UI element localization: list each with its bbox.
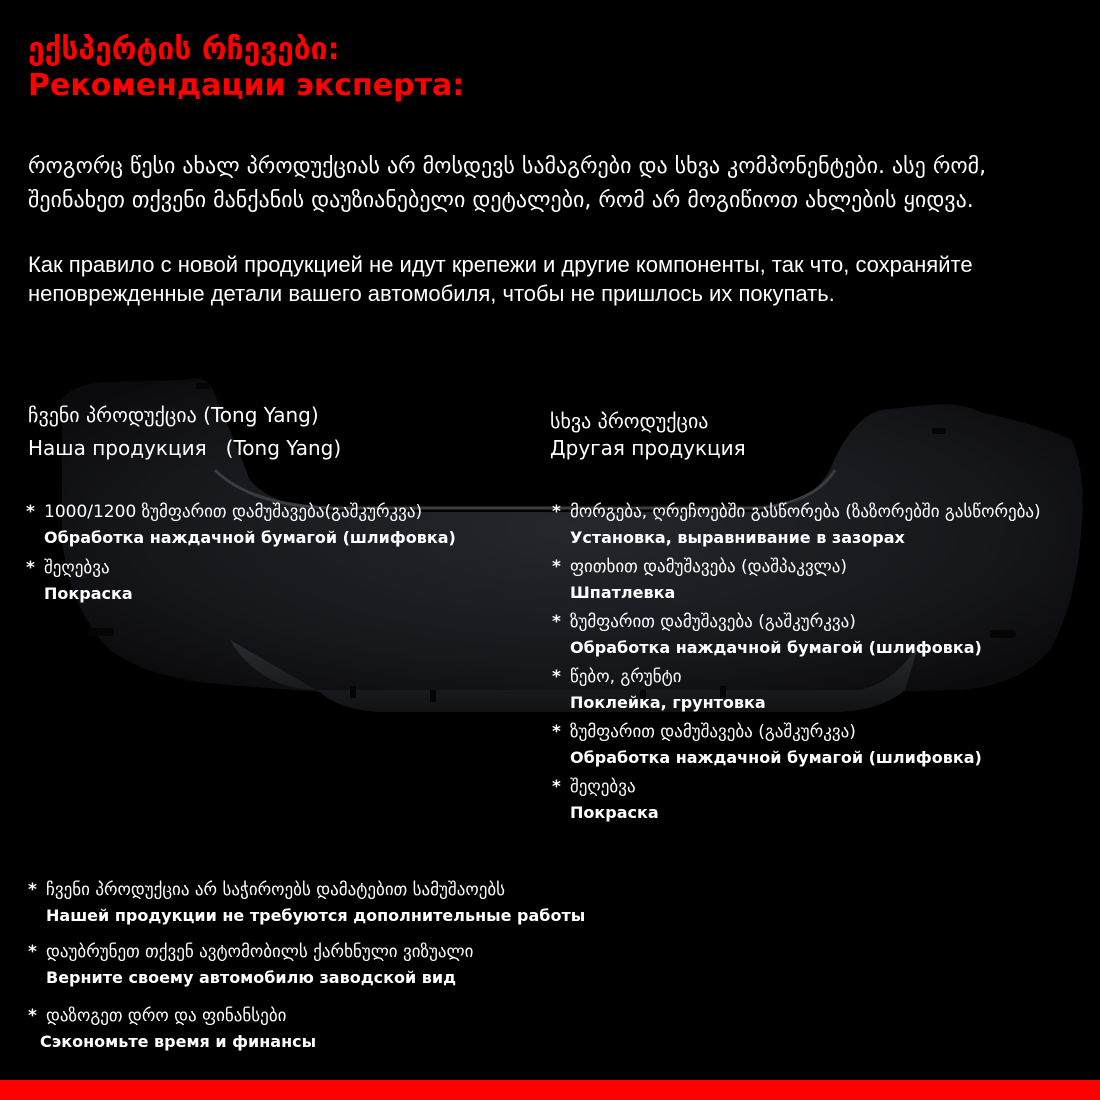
bullet-star: * [28, 1006, 37, 1026]
benefit-text-russian: Сэкономьте время и финансы [40, 1032, 317, 1051]
bullet-star: * [552, 667, 561, 687]
step-text-georgian: შეღებვა [44, 558, 110, 578]
benefit-text-georgian: დაუბრუნეთ თქვენ ავტომობილს ქარხნული ვიზუალი [46, 942, 474, 962]
benefit-item [28, 940, 473, 992]
bullet-star: * [552, 777, 561, 797]
step-text-russian: Шпатлевка [570, 583, 676, 602]
other-product-heading-russian: Другая продукция [550, 436, 746, 460]
other-step [552, 555, 847, 607]
bullet-star: * [28, 880, 37, 900]
other-step [552, 775, 659, 827]
bullet-star: * [26, 502, 35, 522]
bullet-star: * [552, 502, 561, 522]
step-text-russian: Поклейка, грунтовка [570, 693, 766, 712]
footer-red-bar [0, 1080, 1100, 1100]
other-step [552, 665, 766, 717]
step-text-georgian: შეღებვა [570, 777, 636, 797]
step-text-georgian: წებო, გრუნტი [570, 667, 682, 687]
our-product-heading-russian: Наша продукция (Tong Yang) [28, 436, 342, 460]
other-step [552, 610, 982, 662]
step-text-russian: Обработка наждачной бумагой (шлифовка) [44, 528, 456, 547]
benefit-item [28, 1004, 316, 1056]
benefit-text-russian: Верните своему автомобилю заводской вид [46, 968, 456, 987]
step-text-russian: Обработка наждачной бумагой (шлифовка) [570, 748, 982, 767]
step-text-georgian: ზუმფარით დამუშავება (გაშკურკვა) [570, 612, 856, 632]
other-product-heading-georgian: სხვა პროდუქცია [550, 409, 709, 433]
step-text-russian: Установка, выравнивание в зазорах [570, 528, 905, 547]
intro-text-russian: Как правило с новой продукцией не идут крепежи и другие компоненты, так что, сохраняйте неповрежденные детали вашего автомобиля, чтобы не пришлось их покупать. [28, 252, 973, 306]
step-text-georgian: ზუმფარით დამუშავება (გაშკურკვა) [570, 722, 856, 742]
other-step [552, 720, 982, 772]
page-title-georgian: ექსპერტის რჩევები: [28, 32, 340, 67]
benefit-text-georgian: დაზოგეთ დრო და ფინანსები [46, 1006, 287, 1026]
step-text-russian: Обработка наждачной бумагой (шлифовка) [570, 638, 982, 657]
bullet-star: * [552, 557, 561, 577]
benefit-text-georgian: ჩვენი პროდუქცია არ საჭიროებს დამატებით სამუშაოებს [46, 880, 506, 900]
step-text-georgian: ფითხით დამუშავება (დაშპაკვლა) [570, 557, 848, 577]
step-text-georgian: 1000/1200 ზუმფარით დამუშავება(გაშკურკვა) [44, 502, 423, 522]
step-text-russian: Покраска [570, 803, 659, 822]
our-product-heading-georgian: ჩვენი პროდუქცია (Tong Yang) [28, 403, 319, 427]
page-title-russian: Рекомендации эксперта: [28, 68, 465, 103]
step-text-georgian: მორგება, ღრეჩოებში გასწორება (ზაზორებში გასწორება) [570, 502, 1041, 522]
step-text-russian: Покраска [44, 584, 133, 603]
benefit-text-russian: Нашей продукции не требуются дополнительные работы [46, 906, 586, 925]
benefit-item [28, 878, 585, 930]
bullet-star: * [552, 612, 561, 632]
bullet-star: * [26, 558, 35, 578]
our-step [26, 500, 456, 552]
bullet-star: * [28, 942, 37, 962]
other-step [552, 500, 1041, 552]
intro-text-georgian: როგორც წესი ახალ პროდუქციას არ მოსდევს სამაგრები და სხვა კომპონენტები. ასე რომ, შეინახეთ თქვენი მანქანის დაუზიანებელი დეტალები, რომ არ მოგიწიოთ ახლების ყიდვა. [28, 154, 987, 213]
our-step [26, 556, 133, 608]
bullet-star: * [552, 722, 561, 742]
